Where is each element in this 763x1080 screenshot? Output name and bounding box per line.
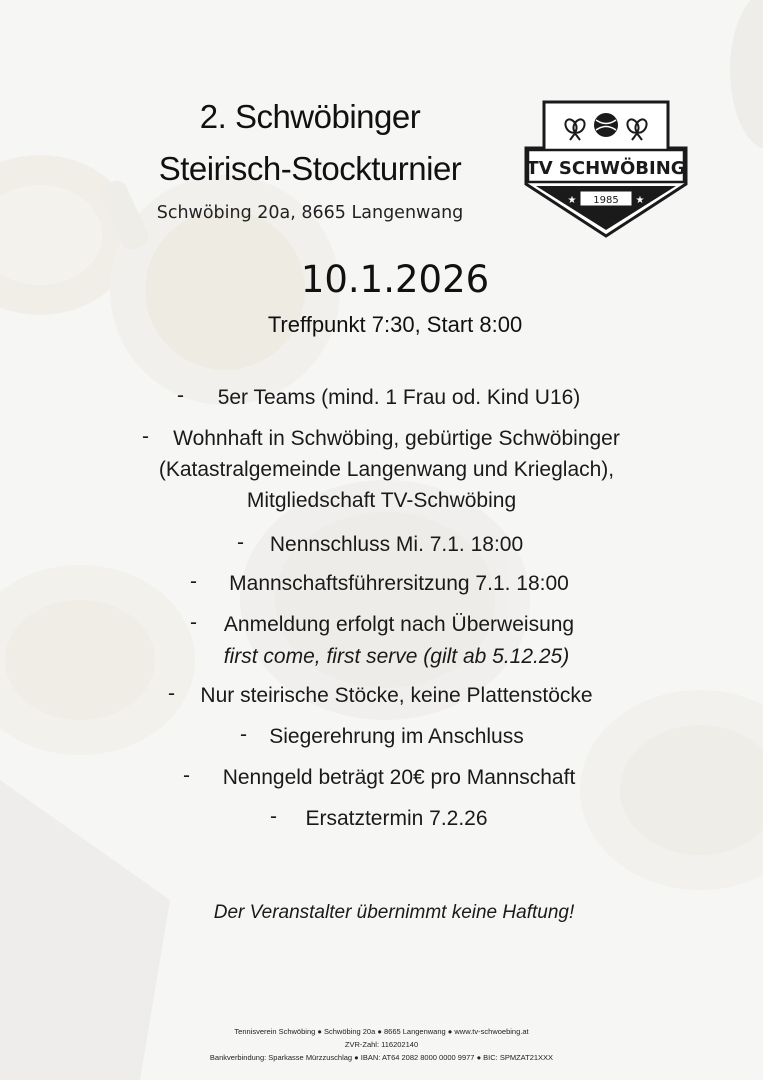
event-date: 10.1.2026 [300,258,490,301]
rule-eligibility-line-2: (Katastralgemeinde Langenwang und Krieglach), [158,458,615,481]
rule-registration: Anmeldung erfolgt nach Überweisung [223,613,575,636]
svg-text:★: ★ [567,195,577,206]
rule-eligibility-line-3: Mitgliedschaft TV-Schwöbing [246,489,517,512]
disclaimer: Der Veranstalter übernimmt keine Haftung! [213,902,575,923]
logo-club-name: TV SCHWÖBING [526,158,686,179]
footer-bank-details: Bankverbindung: Sparkasse Mürzzuschlag ● IBAN: AT64 2082 8000 0000 9977 ● BIC: SPMZAT21XXX [209,1053,554,1062]
bullet-dash: - [168,682,175,705]
rule-eligibility-line-1: Wohnhaft in Schwöbing, gebürtige Schwöbinger [173,427,620,450]
rule-registration-note: first come, first serve (gilt ab 5.12.25) [223,645,570,668]
bullet-dash: - [177,384,184,407]
bullet-dash: - [237,531,244,554]
event-title-line-2: Steirisch-Stockturnier [158,150,462,187]
logo-year: 1985 [593,195,619,206]
rule-equipment: Nur steirische Stöcke, keine Plattenstöcke [200,684,593,707]
svg-text:★: ★ [635,195,645,206]
rule-deadline: Nennschluss Mi. 7.1. 18:00 [269,533,524,556]
rule-teams: 5er Teams (mind. 1 Frau od. Kind U16) [217,386,581,409]
rule-captains-meeting: Mannschaftsführersitzung 7.1. 18:00 [229,572,569,595]
bullet-dash: - [240,723,247,746]
rule-ceremony: Siegerehrung im Anschluss [269,725,524,748]
event-title-line-1: 2. Schwöbinger [199,98,421,135]
event-time: Treffpunkt 7:30, Start 8:00 [267,312,523,337]
bullet-dash: - [142,425,149,448]
tv-schwoebing-logo [522,100,690,238]
rule-fee: Nenngeld beträgt 20€ pro Mannschaft [222,766,576,789]
event-address: Schwöbing 20a, 8665 Langenwang [156,203,464,223]
rule-alternate-date: Ersatztermin 7.2.26 [305,807,488,830]
footer-address-line: Tennisverein Schwöbing ● Schwöbing 20a ● 8665 Langenwang ● www.tv-schwoebing.at [234,1027,529,1036]
bullet-dash: - [190,570,197,593]
bullet-dash: - [190,611,197,634]
bullet-dash: - [183,764,190,787]
bullet-dash: - [270,805,277,828]
footer-registration-number: ZVR-Zahl: 116202140 [344,1040,419,1049]
